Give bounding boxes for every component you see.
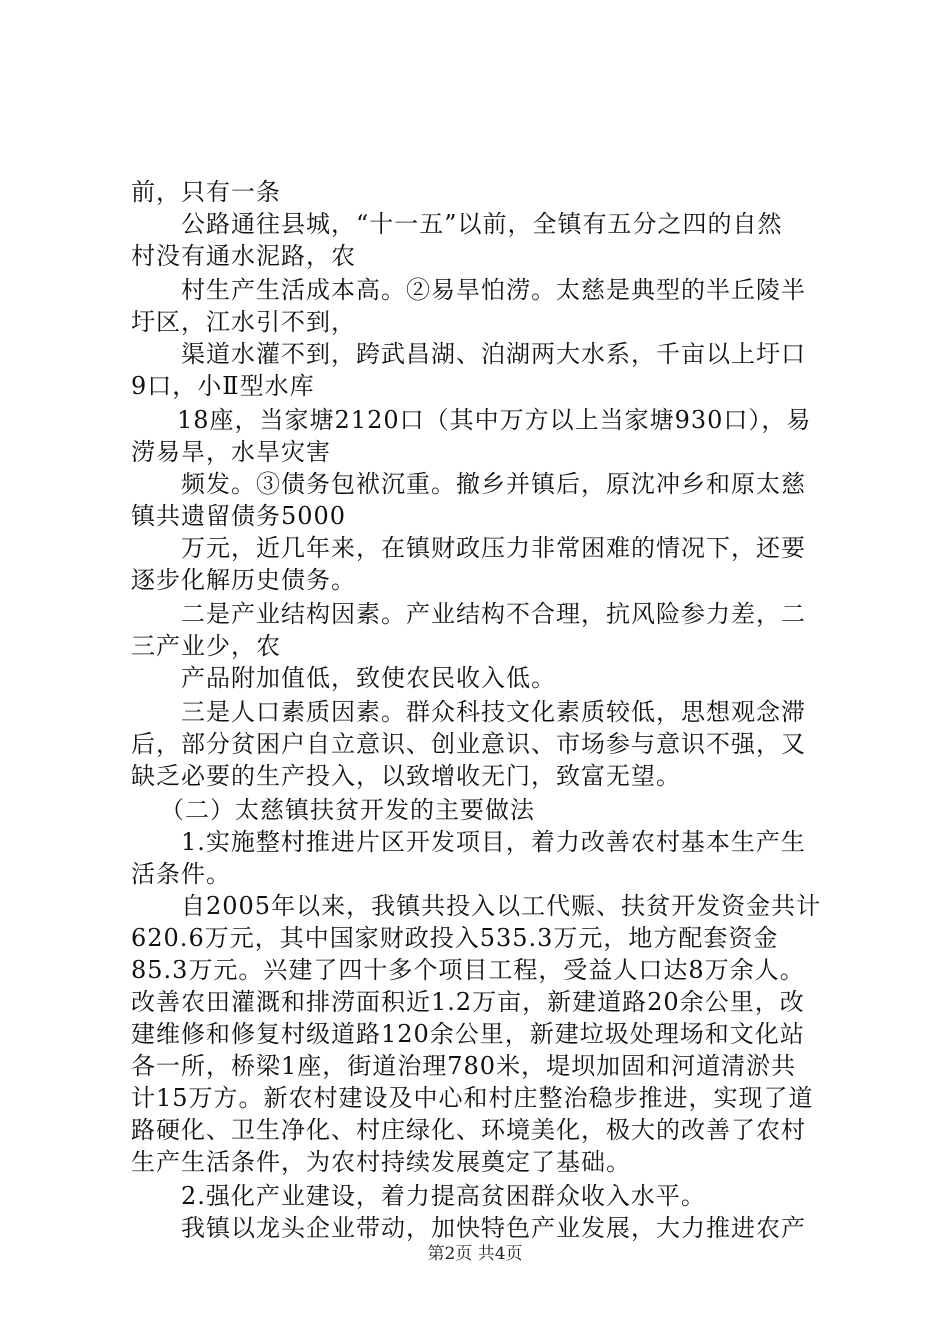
text-line: 我镇以龙头企业带动，加快特色产业发展，大力推进农产 xyxy=(181,1214,806,1242)
page-number: 第2页 共4页 xyxy=(427,1244,523,1264)
text-line: 缺乏必要的生产投入，以致增收无门，致富无望。 xyxy=(131,762,681,790)
text-line: 自2005年以来，我镇共投入以工代赈、扶贫开发资金共计 xyxy=(181,892,822,920)
text-line: 二是产业结构因素。产业结构不合理，抗风险参力差，二 xyxy=(181,600,806,628)
text-line: 万元，近几年来，在镇财政压力非常困难的情况下，还要 xyxy=(181,534,806,562)
section-heading: （二）太慈镇扶贫开发的主要做法 xyxy=(160,796,535,824)
text-line: 三产业少，农 xyxy=(131,632,281,660)
text-line: 频发。③债务包袱沉重。撤乡并镇后，原沈冲乡和原太慈 xyxy=(181,470,806,498)
text-line: 各一所，桥梁1座，街道治理780米，堤坝加固和河道清淤共 xyxy=(131,1052,797,1080)
text-line: 前，只有一条 xyxy=(131,178,281,206)
text-line: 公路通往县城，“十一五”以前，全镇有五分之四的自然 xyxy=(181,210,783,238)
text-line: 9口，小Ⅱ型水库 xyxy=(131,372,315,400)
text-line: 计15万方。新农村建设及中心和村庄整治稳步推进，实现了道 xyxy=(131,1084,814,1112)
text-line: 建维修和修复村级道路120余公里，新建垃圾处理场和文化站 xyxy=(131,1020,805,1048)
text-line: 改善农田灌溉和排涝面积近1.2万亩，新建道路20余公里，改 xyxy=(131,988,805,1016)
text-line: 85.3万元。兴建了四十多个项目工程，受益人口达8万余人。 xyxy=(131,956,805,984)
text-line: 620.6万元，其中国家财政投入535.3万元，地方配套资金 xyxy=(131,924,779,952)
text-line: 渠道水灌不到，跨武昌湖、泊湖两大水系，千亩以上圩口 xyxy=(181,340,806,368)
text-line: 镇共遗留债务5000 xyxy=(131,502,347,530)
text-line: 路硬化、卫生净化、村庄绿化、环境美化，极大的改善了农村 xyxy=(131,1116,806,1144)
text-line: 生产生活条件，为农村持续发展奠定了基础。 xyxy=(131,1148,631,1176)
text-line: 后，部分贫困户自立意识、创业意识、市场参与意识不强，又 xyxy=(131,730,806,758)
text-line: 1.实施整村推进片区开发项目，着力改善农村基本生产生 xyxy=(181,828,806,856)
text-line: 圩区，江水引不到， xyxy=(131,308,356,336)
text-line: 2.强化产业建设，着力提高贫困群众收入水平。 xyxy=(181,1182,706,1210)
text-line: 三是人口素质因素。群众科技文化素质较低，思想观念滞 xyxy=(181,698,806,726)
text-line: 涝易旱，水旱灾害 xyxy=(131,438,331,466)
text-line: 产品附加值低，致使农民收入低。 xyxy=(181,664,556,692)
text-line: 村生产生活成本高。②易旱怕涝。太慈是典型的半丘陵半 xyxy=(181,276,806,304)
text-line: 逐步化解历史债务。 xyxy=(131,566,356,594)
text-line: 村没有通水泥路，农 xyxy=(131,242,356,270)
text-line: 18座，当家塘2120口（其中万方以上当家塘930口），易 xyxy=(177,406,812,434)
text-line: 活条件。 xyxy=(131,860,231,888)
